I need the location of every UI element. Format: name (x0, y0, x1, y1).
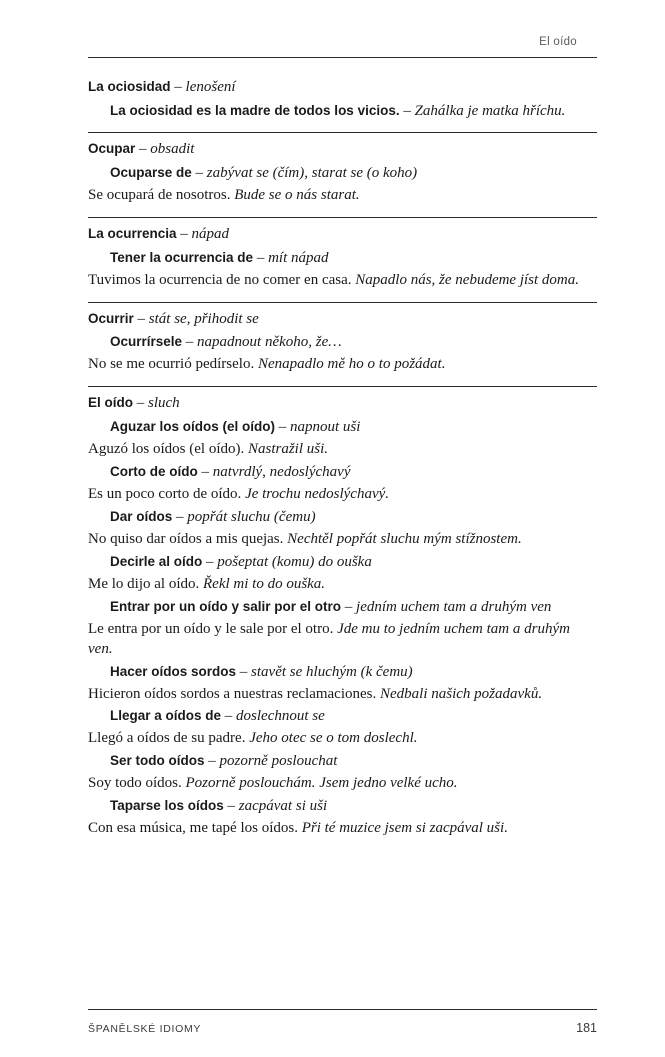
idiom-line (88, 752, 597, 772)
example-czech: Nedbali našich požadavků. (380, 685, 543, 702)
idiom-separator: – (204, 753, 220, 770)
footer-rule (88, 1009, 597, 1010)
idiom-separator: – (399, 102, 415, 119)
idiom-translation: mít nápad (268, 249, 329, 266)
idiom-translation: napadnout někoho, že… (197, 334, 342, 351)
dictionary-entry (88, 302, 597, 381)
idiom-phrase: Tener la ocurrencia de (110, 249, 254, 265)
entry-headword-gloss: obsadit (150, 140, 195, 157)
running-head: El oído (539, 36, 577, 48)
idiom-separator: – (341, 598, 357, 615)
entry-headword-line (88, 140, 597, 160)
entry-headword-line (88, 310, 597, 330)
idiom-line (88, 333, 597, 353)
idiom-phrase: La ociosidad es la madre de todos los vicios. (110, 102, 400, 118)
example-line (88, 620, 597, 660)
idiom-separator: – (191, 164, 207, 181)
example-czech: Nenapadlo mě ho o to požádat. (257, 356, 446, 373)
example-czech: Nastražil uši. (247, 441, 329, 458)
page-number: 181 (576, 1021, 597, 1035)
idiom-translation: napnout uši (290, 419, 361, 436)
idiom-line (88, 707, 597, 727)
idiom-separator: – (221, 708, 237, 725)
entry-headword-gloss: nápad (191, 225, 230, 242)
idiom-line (88, 598, 597, 618)
idiom-separator: – (223, 798, 239, 815)
idiom-translation: zacpávat si uši (238, 798, 328, 815)
footer-title: ŠPANĚLSKÉ IDIOMY (88, 1023, 202, 1035)
idiom-phrase: Llegar a oídos de (110, 708, 222, 724)
dictionary-entry (88, 78, 597, 126)
entry-headword-line (88, 225, 597, 245)
example-line (88, 530, 597, 550)
running-head-rule (88, 57, 597, 58)
example-spanish: Aguzó los oídos (el oído). (88, 441, 245, 458)
idiom-line (88, 463, 597, 483)
idiom-translation: popřát sluchu (čemu) (187, 509, 316, 525)
example-spanish: No se me ocurrió pedírselo. (88, 356, 255, 373)
idiom-separator: – (172, 509, 188, 525)
example-line (88, 355, 597, 375)
page-footer (88, 1021, 597, 1035)
idiom-line (88, 164, 597, 184)
example-czech: Je trochu nedoslýchavý. (245, 486, 390, 503)
entry-separator: – (135, 140, 151, 157)
idiom-translation: pošeptat (komu) do ouška (217, 553, 372, 570)
entry-headword-line (88, 78, 597, 98)
entry-headword-gloss: lenošení (185, 79, 236, 95)
entry-separator: – (170, 79, 186, 95)
entry-headword-gloss: sluch (148, 395, 180, 412)
idiom-translation: natvrdlý, nedoslýchavý (212, 464, 351, 481)
example-line (88, 774, 597, 794)
example-spanish: Es un poco corto de oído. (88, 486, 242, 503)
idiom-phrase: Ocuparse de (110, 164, 192, 180)
idiom-line (88, 663, 597, 683)
entry-headword: La ociosidad (88, 79, 171, 94)
idiom-phrase: Ocurrírsele (110, 334, 183, 350)
example-line (88, 186, 597, 206)
idiom-separator: – (197, 464, 213, 481)
idiom-line (88, 553, 597, 573)
example-czech: Bude se o nás starat. (234, 186, 360, 203)
idiom-phrase: Entrar por un oído y salir por el otro (110, 598, 342, 614)
idiom-phrase: Aguzar los oídos (el oído) (110, 419, 275, 435)
example-spanish: Con esa música, me tapé los oídos. (88, 820, 298, 837)
idiom-line (88, 249, 597, 269)
idiom-translation: doslechnout se (236, 708, 325, 725)
entry-separator: – (176, 225, 192, 242)
idiom-line (88, 508, 597, 528)
entry-headword-gloss: stát se, přihodit se (148, 310, 259, 327)
idiom-phrase: Decirle al oído (110, 553, 203, 569)
example-line (88, 440, 597, 460)
dictionary-entry (88, 132, 597, 211)
idiom-separator: – (253, 249, 269, 266)
example-czech: Při té muzice jsem si zacpával uši. (301, 820, 508, 837)
idiom-line (88, 797, 597, 817)
idiom-translation: stavět se hluchým (k čemu) (251, 663, 413, 680)
example-spanish: Le entra por un oído y le sale por el otro. (88, 620, 334, 637)
example-spanish: Me lo dijo al oído. (88, 575, 200, 592)
example-spanish: Soy todo oídos. (88, 775, 182, 792)
example-czech: Nechtěl popřát sluchu mým stížnostem. (287, 530, 522, 547)
entry-headword: El oído (88, 395, 133, 411)
entry-separator: – (133, 310, 149, 327)
idiom-phrase: Hacer oídos sordos (110, 663, 237, 679)
idiom-separator: – (236, 663, 252, 680)
idiom-phrase: Taparse los oídos (110, 798, 224, 814)
example-line (88, 819, 597, 839)
idiom-phrase: Ser todo oídos (110, 753, 205, 769)
entry-headword: Ocurrir (88, 310, 134, 326)
example-czech: Napadlo nás, že nebudeme jíst doma. (355, 271, 580, 288)
idiom-separator: – (275, 419, 290, 436)
idiom-phrase: Corto de oído (110, 464, 198, 480)
idiom-translation: Zahálka je matka hříchu. (414, 102, 566, 119)
example-czech: Řekl mi to do ouška. (203, 575, 326, 592)
dictionary-entry (88, 386, 597, 844)
dictionary-entry (88, 217, 597, 296)
idiom-translation: pozorně poslouchat (219, 753, 338, 770)
example-spanish: Llegó a oídos de su padre. (88, 730, 246, 747)
example-line (88, 575, 597, 595)
example-czech: Pozorně poslouchám. Jsem jedno velké ucho. (185, 775, 458, 792)
idiom-line (88, 102, 597, 122)
example-line (88, 685, 597, 705)
example-spanish: No quiso dar oídos a mis quejas. (88, 530, 284, 547)
example-line (88, 271, 597, 291)
example-line (88, 729, 597, 749)
idiom-phrase: Dar oídos (110, 509, 173, 524)
example-line (88, 485, 597, 505)
idiom-translation: zabývat se (čím), starat se (o koho) (206, 164, 418, 181)
example-spanish: Tuvimos la ocurrencia de no comer en casa. (88, 271, 352, 288)
entry-separator: – (133, 395, 148, 412)
entry-headword: Ocupar (88, 140, 136, 156)
entry-headword-line (88, 394, 597, 414)
idiom-separator: – (182, 334, 198, 351)
idiom-line (88, 418, 597, 438)
idiom-separator: – (202, 553, 218, 570)
example-czech: Jde mu to jedním uchem tam a druhým ven. (88, 620, 570, 657)
entry-headword: La ocurrencia (88, 225, 177, 241)
example-spanish: Hicieron oídos sordos a nuestras reclamaciones. (88, 685, 377, 702)
dictionary-entries (88, 78, 597, 844)
example-czech: Jeho otec se o tom doslechl. (249, 730, 418, 747)
idiom-translation: jedním uchem tam a druhým ven (356, 598, 552, 615)
example-spanish: Se ocupará de nosotros. (88, 186, 231, 203)
